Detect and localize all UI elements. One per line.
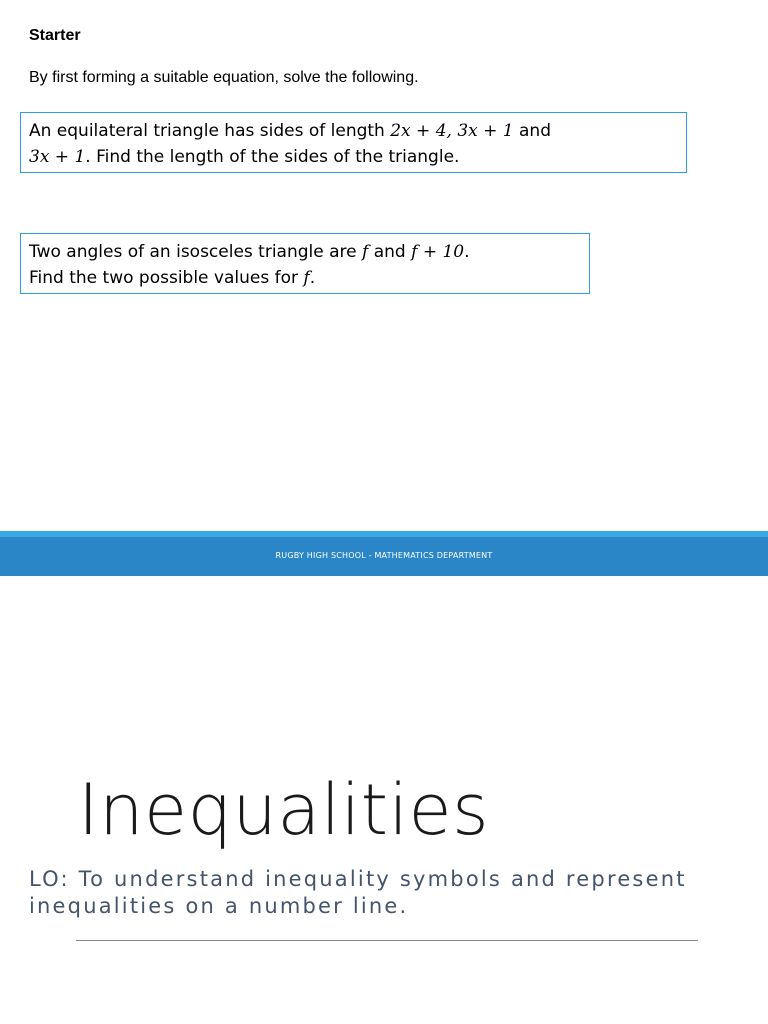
slide-title: Inequalities	[78, 769, 490, 851]
question-2-var-b: f + 10	[411, 242, 465, 262]
question-1-line-2	[29, 144, 678, 170]
question-2-prompt: Find the two possible values for	[29, 268, 304, 288]
question-1-prompt: . Find the length of the sides of the triangle.	[85, 147, 460, 167]
question-2-var-f: f	[303, 268, 310, 288]
question-2-var-a: f	[362, 242, 369, 262]
question-1-expression: 2x + 4, 3x + 1	[390, 121, 514, 141]
learning-objective: LO: To understand inequality symbols and represent inequalities on a number line.	[29, 867, 687, 918]
footer-text: RUGBY HIGH SCHOOL - MATHEMATICS DEPARTMENT	[275, 551, 493, 560]
question-2-period: .	[464, 242, 470, 262]
question-2-and: and	[368, 242, 412, 262]
question-box-equilateral	[20, 112, 687, 173]
question-2-text: Two angles of an isosceles triangle are	[29, 242, 363, 262]
question-1-expression-2: 3x + 1	[29, 147, 86, 167]
footer-stripe	[0, 531, 768, 537]
question-2-end: .	[309, 268, 316, 288]
question-1-and: and	[513, 121, 551, 141]
starter-heading: Starter	[29, 27, 81, 44]
question-1-text: An equilateral triangle has sides of length	[29, 121, 391, 141]
divider-line	[76, 940, 698, 941]
footer-band	[0, 531, 768, 576]
question-1-line-1	[29, 118, 678, 144]
question-2-line-1	[29, 239, 581, 265]
question-box-isosceles	[20, 233, 590, 294]
starter-instruction: By first forming a suitable equation, solve the following.	[29, 69, 419, 86]
title-slide	[0, 576, 768, 1024]
question-2-line-2	[29, 265, 581, 291]
